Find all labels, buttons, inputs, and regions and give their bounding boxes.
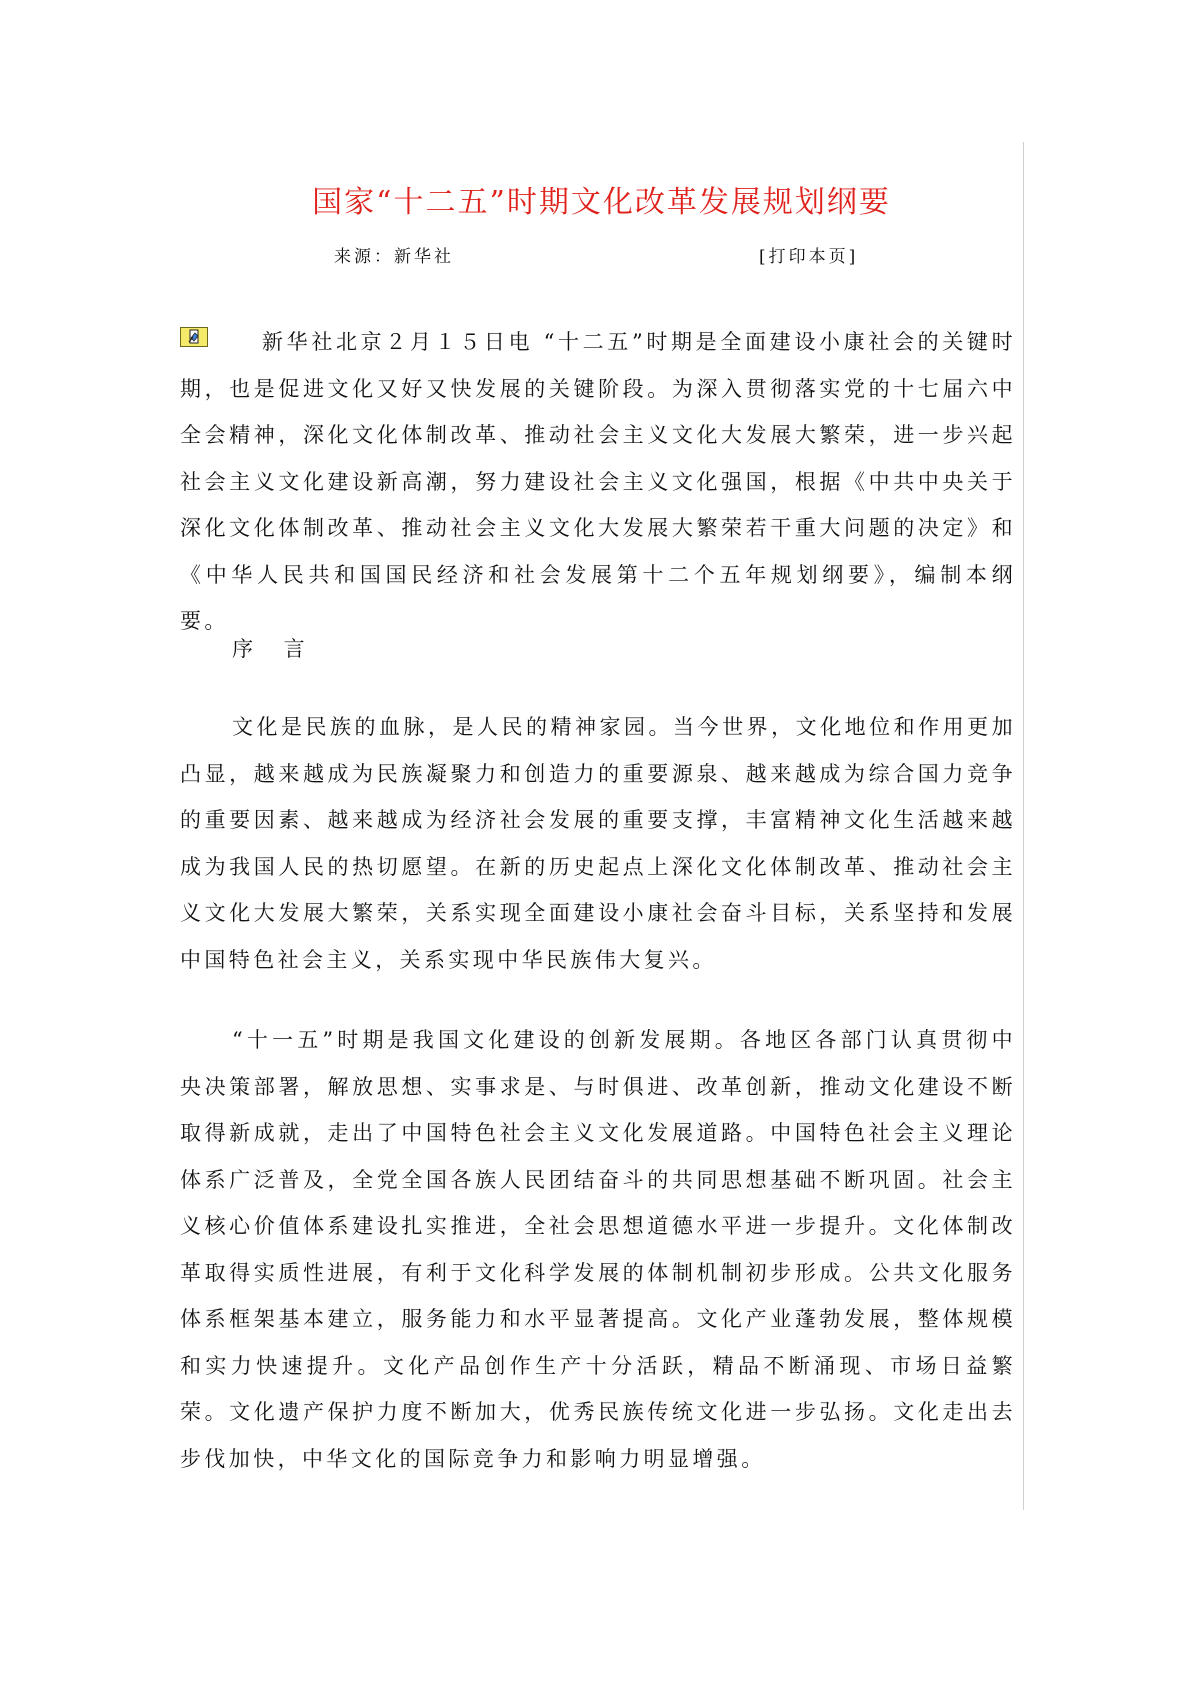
print-page-link[interactable]: [打印本页] — [759, 247, 859, 267]
article-title: 国家“十二五”时期文化改革发展规划纲要 — [312, 185, 891, 220]
article-container — [180, 142, 1024, 1510]
intro-paragraph: 新华社北京２月１５日电 “十二五”时期是全面建设小康社会的关键时期，也是促进文化又好又快发展的关键阶段。为深入贯彻落实党的十七届六中全会精神，深化文化体制改革、推动社会主义文化大发展大繁荣，进一步兴起社会主义文化建设新高潮，努力建设社会主义文化强国，根据《中共中央关于深化文化体制改革、推动社会主义文化大发展大繁荣若干重大问题的决定》和《中华人民共和国国民经济和社会发展第十二个五年规划纲要》，编制本纲要。 — [180, 330, 1016, 633]
preface-paragraph-1: 文化是民族的血脉，是人民的精神家园。当今世界，文化地位和作用更加凸显，越来越成为民族凝聚力和创造力的重要源泉、越来越成为综合国力竞争的重要因素、越来越成为经济社会发展的重要支撑，丰富精神文化生活越来越成为我国人民的热切愿望。在新的历史起点上深化文化体制改革、推动社会主义文化大发展大繁荣，关系实现全面建设小康社会奋斗目标，关系坚持和发展中国特色社会主义，关系实现中华民族伟大复兴。 — [180, 715, 1016, 972]
preface-paragraph-2: “十一五”时期是我国文化建设的创新发展期。各地区各部门认真贯彻中央决策部署，解放思想、实事求是、与时俱进、改革创新，推动文化建设不断取得新成就，走出了中国特色社会主义文化发展道路。中国特色社会主义理论体系广泛普及，全党全国各族人民团结奋斗的共同思想基础不断巩固。社会主义核心价值体系建设扎实推进，全社会思想道德水平进一步提升。文化体制改革取得实质性进展，有利于文化科学发展的体制机制初步形成。公共文化服务体系框架基本建立，服务能力和水平显著提高。文化产业蓬勃发展，整体规模和实力快速提升。文化产品创作生产十分活跃，精品不断涌现、市场日益繁荣。文化遗产保护力度不断加大，优秀民族传统文化进一步弘扬。文化走出去步伐加快，中华文化的国际竞争力和影响力明显增强。 — [180, 1028, 1016, 1471]
article-source: 来源：新华社 — [334, 247, 454, 267]
section-heading-preface: 序 言 — [232, 637, 317, 661]
